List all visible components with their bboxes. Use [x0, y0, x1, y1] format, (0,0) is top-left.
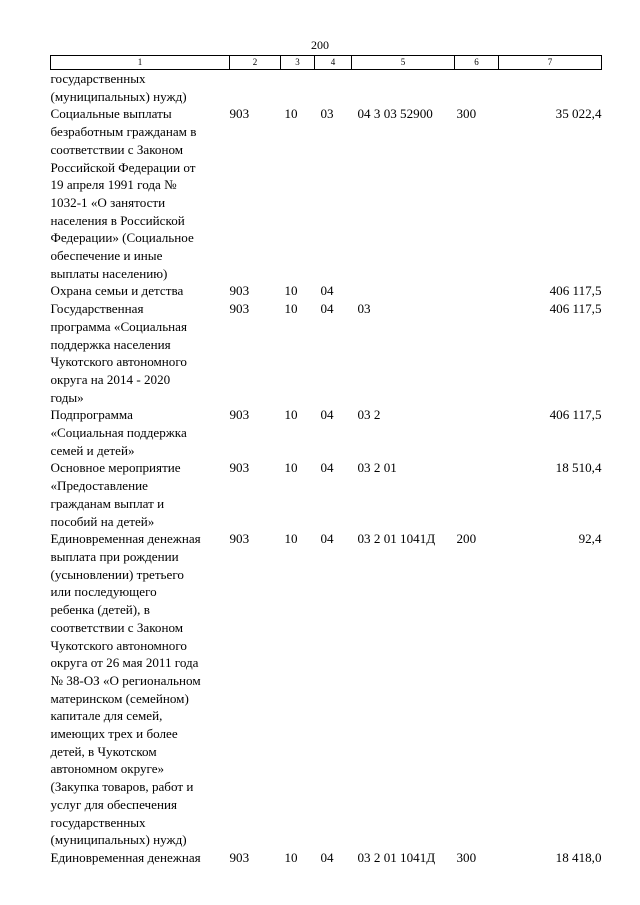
subsection-cell: 04 — [320, 460, 334, 476]
budget-table — [50, 55, 602, 867]
item-name-line: (муниципальных) нужд) — [50, 832, 187, 848]
admin-code-cell: 903 — [229, 407, 250, 423]
amount-cell: 406 117,5 — [549, 283, 602, 299]
amount-cell: 35 022,4 — [555, 106, 602, 122]
item-name-line: гражданам выплат и — [50, 495, 165, 511]
column-number-2: 2 — [230, 56, 281, 70]
admin-code-cell: 903 — [229, 301, 250, 317]
item-name-line: (Закупка товаров, работ и — [50, 779, 194, 795]
item-name-line: Российской Федерации от — [50, 159, 196, 175]
admin-code-cell: 903 — [229, 460, 250, 476]
item-name-line: Чукотского автономного — [50, 637, 187, 653]
expense-type-cell — [455, 282, 499, 300]
table-header — [51, 56, 602, 70]
expense-type-cell: 200 — [456, 531, 477, 547]
item-name-cell — [51, 300, 230, 406]
item-name-line: выплата при рождении — [50, 548, 179, 564]
target-article-cell: 03 2 01 1041Д — [357, 849, 436, 865]
section-cell: 10 — [284, 460, 298, 476]
item-name-line: материнском (семейном) — [50, 690, 189, 706]
amount-cell: 92,4 — [578, 531, 602, 547]
expense-type-cell: 300 — [456, 106, 477, 122]
item-name-line: (муниципальных) нужд) — [50, 88, 187, 104]
item-name-line: имеющих трех и более — [50, 726, 178, 742]
item-name-cell — [51, 459, 230, 530]
table-row — [51, 406, 602, 459]
column-number-1: 1 — [51, 56, 230, 70]
column-number-6: 6 — [455, 56, 499, 70]
target-article-cell — [352, 282, 455, 300]
column-number-5: 5 — [352, 56, 455, 70]
admin-code-cell: 903 — [229, 849, 250, 865]
item-name-line: или последующего — [50, 584, 157, 600]
amount-cell: 406 117,5 — [549, 301, 602, 317]
target-article-cell: 03 2 01 1041Д — [357, 531, 436, 547]
item-name-line: поддержка населения — [50, 336, 171, 352]
amount-cell: 18 418,0 — [555, 849, 602, 865]
column-number-4: 4 — [315, 56, 352, 70]
expense-type-cell — [455, 406, 499, 459]
item-name-line: услуг для обеспечения — [50, 796, 177, 812]
admin-code-cell: 903 — [229, 531, 250, 547]
section-cell: 10 — [284, 301, 298, 317]
target-article-cell: 04 3 03 52900 — [357, 106, 433, 122]
table-row — [51, 282, 602, 300]
table-row — [51, 70, 602, 106]
expense-type-cell: 300 — [456, 849, 477, 865]
target-article-cell: 03 — [357, 301, 371, 317]
item-name-line: Единовременная денежная — [50, 531, 201, 547]
item-name-line: Единовременная денежная — [50, 849, 201, 865]
item-name-line: населения в Российской — [50, 212, 185, 228]
table-row — [51, 530, 602, 849]
item-name-line: Государственная — [50, 301, 144, 317]
item-name-line: Федерации» (Социальное — [50, 230, 194, 246]
section-cell: 10 — [284, 106, 298, 122]
item-name-line: соответствии с Законом — [50, 141, 184, 157]
item-name-line: 1032-1 «О занятости — [50, 194, 166, 210]
section-cell — [281, 70, 315, 106]
item-name-cell — [51, 406, 230, 459]
target-article-cell: 03 2 01 — [357, 460, 397, 476]
subsection-cell: 04 — [320, 301, 334, 317]
item-name-cell — [51, 849, 230, 867]
section-cell: 10 — [284, 283, 298, 299]
page-number: 200 — [311, 38, 329, 52]
target-article-cell — [352, 70, 455, 106]
amount-cell: 406 117,5 — [549, 407, 602, 423]
item-name-line: (усыновлении) третьего — [50, 566, 184, 582]
item-name-line: округа от 26 мая 2011 года — [50, 655, 199, 671]
expense-type-cell — [455, 300, 499, 406]
section-cell: 10 — [284, 849, 298, 865]
item-name-line: государственных — [50, 814, 146, 830]
item-name-line: № 38-ОЗ «О региональном — [50, 672, 201, 688]
item-name-line: безработным гражданам в — [50, 124, 197, 140]
item-name-line: соответствии с Законом — [50, 619, 184, 635]
table-row — [51, 300, 602, 406]
item-name-cell — [51, 530, 230, 849]
item-name-line: детей, в Чукотском — [50, 743, 157, 759]
item-name-line: автономном округе» — [50, 761, 165, 777]
table-row — [51, 105, 602, 282]
table-row — [51, 849, 602, 867]
column-number-row — [51, 56, 602, 70]
item-name-line: округа на 2014 - 2020 — [50, 371, 171, 387]
item-name-line: Чукотского автономного — [50, 354, 187, 370]
item-name-cell — [51, 282, 230, 300]
section-cell: 10 — [284, 407, 298, 423]
item-name-line: Основное мероприятие — [50, 460, 181, 476]
admin-code-cell: 903 — [229, 283, 250, 299]
item-name-line: семей и детей» — [50, 442, 135, 458]
item-name-line: 19 апреля 1991 года № — [50, 177, 177, 193]
item-name-cell — [51, 70, 230, 106]
item-name-line: капитале для семей, — [50, 708, 163, 724]
item-name-line: государственных — [50, 71, 146, 86]
item-name-line: обеспечение и иные — [50, 248, 163, 264]
item-name-line: Подпрограмма — [50, 407, 133, 423]
item-name-cell — [51, 105, 230, 282]
target-article-cell: 03 2 — [357, 407, 381, 423]
item-name-line: программа «Социальная — [50, 318, 188, 334]
item-name-line: «Социальная поддержка — [50, 425, 187, 441]
subsection-cell: 04 — [320, 849, 334, 865]
admin-code-cell: 903 — [229, 106, 250, 122]
subsection-cell: 04 — [320, 407, 334, 423]
admin-code-cell — [230, 70, 281, 106]
column-number-3: 3 — [281, 56, 315, 70]
item-name-line: ребенка (детей), в — [50, 602, 150, 618]
expense-type-cell — [455, 70, 499, 106]
subsection-cell: 04 — [320, 283, 334, 299]
expense-type-cell — [455, 459, 499, 530]
table-body — [51, 70, 602, 867]
amount-cell — [499, 70, 602, 106]
column-number-7: 7 — [499, 56, 602, 70]
subsection-cell: 04 — [320, 531, 334, 547]
item-name-line: годы» — [50, 389, 84, 405]
item-name-line: Охрана семьи и детства — [50, 283, 184, 299]
item-name-line: пособий на детей» — [50, 513, 155, 529]
section-cell: 10 — [284, 531, 298, 547]
amount-cell: 18 510,4 — [555, 460, 602, 476]
subsection-cell — [315, 70, 352, 106]
item-name-line: Социальные выплаты — [50, 106, 172, 122]
table-row — [51, 459, 602, 530]
subsection-cell: 03 — [320, 106, 334, 122]
item-name-line: «Предоставление — [50, 478, 148, 494]
item-name-line: выплаты населению) — [50, 265, 168, 281]
